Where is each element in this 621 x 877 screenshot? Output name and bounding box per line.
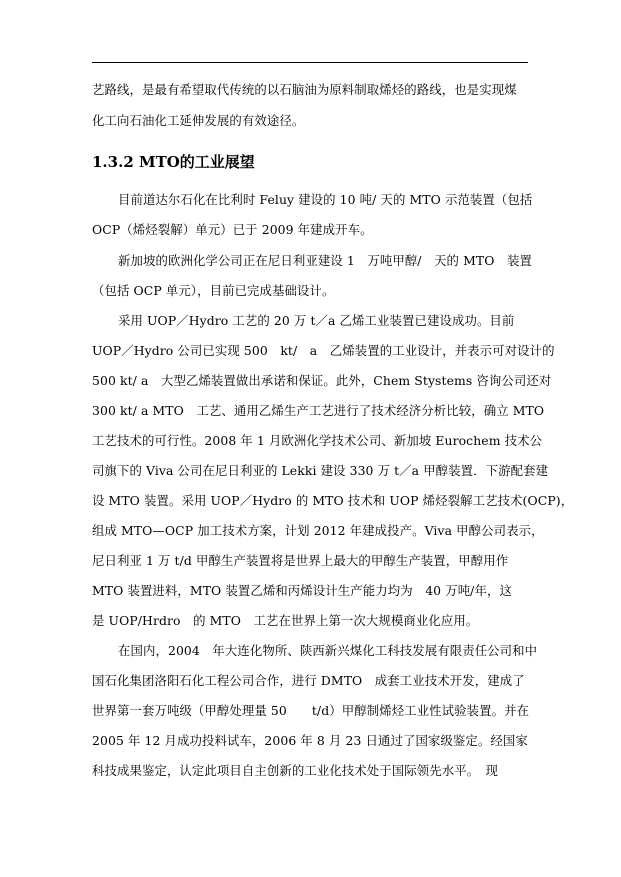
paragraph-line: 组成 MTO—OCP 加工技术方案，计划 2012 年建成投产。Viva 甲醇公司表示， <box>92 523 544 538</box>
paragraph-line: 科技成果鉴定，认定此项目自主创新的工业化技术处于国际领先水平。 现 <box>92 763 498 778</box>
paragraph-line: MTO 装置进料，MTO 装置乙烯和丙烯设计生产能力均为 40 万吨/年，这 <box>92 583 512 598</box>
intro-line: 化工向石油化工延伸发展的有效途径。 <box>92 113 305 128</box>
paragraph-line: （包括 OCP 单元），目前已完成基础设计。 <box>92 283 335 298</box>
paragraph-line: 是 UOP/Hrdro 的 MTO 工艺在世界上第一次大规模商业化应用。 <box>92 613 479 628</box>
paragraph-line: 300 kt/ a MTO 工艺、通用乙烯生产工艺进行了技术经济分析比较，确立 MTO <box>92 403 545 418</box>
paragraph-line: OCP（烯烃裂解）单元）已于 2009 年建成开车。 <box>92 222 373 237</box>
paragraph-line: 新加坡的欧洲化学公司正在尼日利亚建设 1 万吨甲醇/ 天的 MTO 装置 <box>118 253 532 268</box>
paragraph-line: 在国内，2004 年大连化物所、陕西新兴煤化工科技发展有限责任公司和中 <box>118 643 538 658</box>
paragraph-line: 设 MTO 装置。采用 UOP／Hydro 的 MTO 技术和 UOP 烯烃裂解工艺技术(OCP)， <box>92 493 574 508</box>
paragraph-line: 2005 年 12 月成功投料试车，2006 年 8 月 23 日通过了国家级鉴定。经国家 <box>92 733 528 748</box>
paragraph-line: 司旗下的 Viva 公司在尼日利亚的 Lekki 建设 330 万 t／a 甲醇装置．下游配套建 <box>92 463 549 478</box>
section-heading: 1.3.2 MTO的工业展望 <box>92 153 255 171</box>
paragraph-line: 目前道达尔石化在比利时 Feluy 建设的 10 吨/ 天的 MTO 示范装置（包括 <box>118 192 533 207</box>
paragraph-line: 采用 UOP／Hydro 工艺的 20 万 t／a 乙烯工业装置已建设成功。目前 <box>118 313 515 328</box>
paragraph-line: 国石化集团洛阳石化工程公司合作，进行 DMTO 成套工业技术开发，建成了 <box>92 673 525 688</box>
header-rule <box>92 62 528 63</box>
paragraph-line: 尼日利亚 1 万 t/d 甲醇生产装置将是世界上最大的甲醇生产装置，甲醇用作 <box>92 553 509 568</box>
paragraph-line: 500 kt/ a 大型乙烯装置做出承诺和保证。此外，Chem Stystems 咨询公司还对 <box>92 373 552 388</box>
paragraph-line: UOP／Hydro 公司已实现 500 kt/ a 乙烯装置的工业设计，并表示可对设计的 <box>92 343 555 358</box>
paragraph-line: 世界第一套万吨级（甲醇处理量 50 t/d）甲醇制烯烃工业性试验装置。并在 <box>92 703 530 718</box>
intro-line: 艺路线，是最有希望取代传统的以石脑油为原料制取烯烃的路线，也是实现煤 <box>92 82 517 97</box>
paragraph-line: 工艺技术的可行性。2008 年 1 月欧洲化学技术公司、新加坡 Eurochem 技术公 <box>92 433 543 448</box>
